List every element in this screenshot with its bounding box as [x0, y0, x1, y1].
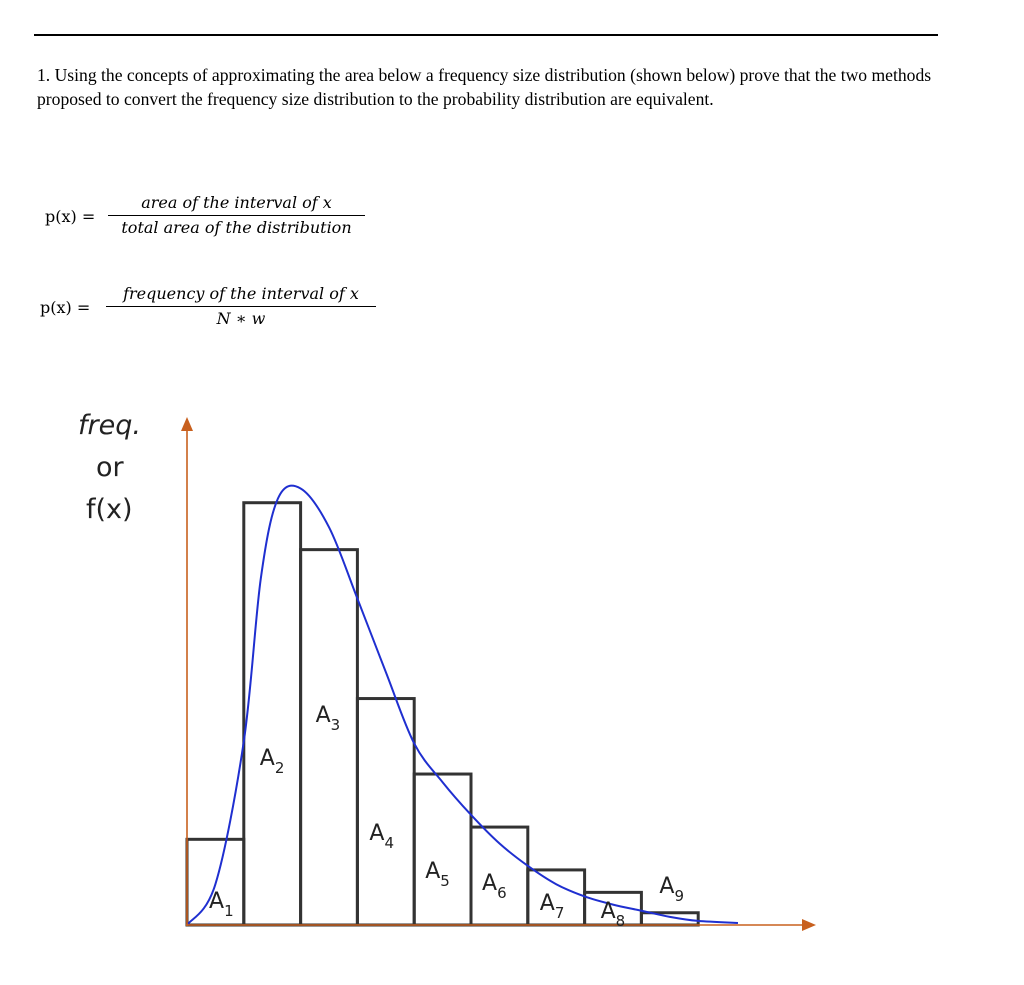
- bar-A6: [471, 827, 528, 925]
- area-label-A5: $A_5$: [425, 859, 450, 890]
- y-axis-label-or: or: [96, 452, 124, 483]
- bar-A2: [244, 503, 301, 925]
- y-axis-label-freq: freq.: [78, 410, 141, 441]
- formula-lhs: p(x) =: [40, 298, 91, 317]
- formula-fraction: [108, 193, 365, 237]
- area-label-A9: $A_9$: [659, 874, 685, 905]
- axes: [181, 417, 816, 931]
- area-label-A8: $A_8$: [600, 899, 626, 930]
- bar-A9: [641, 913, 698, 925]
- formula-denominator: N ∗ w: [216, 309, 266, 328]
- bar-A3: [301, 550, 358, 925]
- bar-A4: [357, 699, 414, 925]
- formula-lhs: p(x) =: [45, 207, 96, 226]
- area-label-A3: $A_3$: [315, 703, 341, 734]
- formula-denominator: total area of the distribution: [121, 218, 352, 237]
- area-label-A2: $A_2$: [259, 746, 285, 777]
- frequency-distribution-chart: [0, 390, 1024, 985]
- density-curve-layer: [187, 486, 738, 925]
- formula-fraction: [106, 284, 376, 328]
- area-label-A6: $A_6$: [482, 871, 507, 902]
- y-axis-label-fx: f(x): [86, 494, 133, 525]
- area-label-A4: $A_4$: [369, 821, 395, 852]
- area-label-A7: $A_7$: [539, 891, 565, 922]
- bar-A5: [414, 774, 471, 925]
- area-label-A1: $A_1$: [209, 889, 234, 920]
- formula-numerator: area of the interval of x: [141, 193, 332, 212]
- top-rule: [34, 34, 938, 36]
- y-axis-arrow-icon: [181, 417, 193, 431]
- x-axis-arrow-icon: [802, 919, 816, 931]
- density-curve: [187, 486, 738, 925]
- histogram-bars: [187, 503, 698, 925]
- question-text: 1. Using the concepts of approximating the area below a frequency size distribution (shown below) prove that the two methods proposed to convert the frequency size distribution to the probability distribution are equivalent.: [37, 65, 932, 109]
- formula-numerator: frequency of the interval of x: [123, 284, 359, 303]
- area-labels: [209, 703, 684, 930]
